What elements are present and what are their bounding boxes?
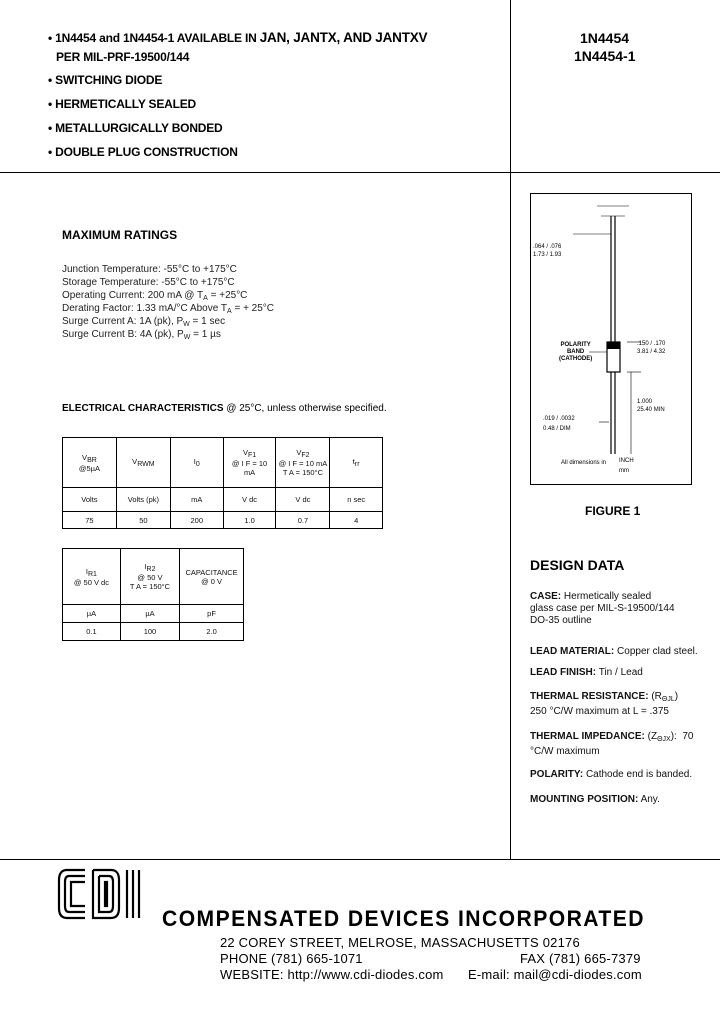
- table-cell: Volts: [63, 488, 117, 512]
- table-row: [63, 605, 244, 623]
- table-cell: VF2 @ I F = 10 mA T A = 150°C: [276, 438, 330, 488]
- table-row: [63, 512, 383, 529]
- table-row: [63, 438, 383, 488]
- table-cell: VBR @5µA: [63, 438, 117, 488]
- table-cell: 100: [120, 623, 179, 641]
- surge-current-b: Surge Current B: 4A (pk), $P_W = 1$ µs: [62, 329, 221, 341]
- table-cell: 0.7: [276, 512, 330, 529]
- table-cell: IR2 @ 50 V T A = 150°C: [120, 549, 179, 605]
- dimensions-note-units: INCH mm: [619, 458, 634, 474]
- table-cell: n sec: [330, 488, 383, 512]
- table-cell: µA: [120, 605, 179, 623]
- figure-caption: FIGURE 1: [585, 504, 641, 518]
- operating-current: Operating Current: 200 mA @ $T_A = +25^\circ C$: [62, 290, 248, 302]
- polarity-band-label: POLARITY BAND (CATHODE): [559, 342, 593, 362]
- dim-lead-label: .064 / .076 1.73 / 1.93: [533, 244, 562, 258]
- feature-availability: • 1N4454 and 1N4454-1 AVAILABLE IN JAN, JANTX, AND JANTXV: [48, 30, 428, 45]
- company-name: COMPENSATED DEVICES INCORPORATED: [162, 906, 645, 931]
- table-cell: IR1 @ 50 V dc: [63, 549, 121, 605]
- table-cell: VRWM: [116, 438, 170, 488]
- cathode-band: [607, 342, 620, 349]
- table-cell: mA: [170, 488, 223, 512]
- design-data-title: DESIGN DATA: [530, 557, 625, 573]
- table-cell: V dc: [223, 488, 276, 512]
- table-cell: 200: [170, 512, 223, 529]
- surge-current-a: Surge Current A: 1A (pk), $P_W = 1$ sec: [62, 316, 226, 328]
- cdi-logo: [55, 864, 155, 924]
- table-row: [63, 488, 383, 512]
- table-cell: 50: [116, 512, 170, 529]
- table-cell: CAPACITANCE @ 0 V: [180, 549, 244, 605]
- lead-material-spec: LEAD MATERIAL: Copper clad steel.: [530, 646, 698, 657]
- table-cell: Volts (pk): [116, 488, 170, 512]
- table-cell: 1.0: [223, 512, 276, 529]
- table-cell: V dc: [276, 488, 330, 512]
- table-cell: 2.0: [180, 623, 244, 641]
- table-cell: I0: [170, 438, 223, 488]
- table-cell: 75: [63, 512, 117, 529]
- table-cell: 4: [330, 512, 383, 529]
- table-row: [63, 623, 244, 641]
- company-fax: FAX (781) 665-7379: [520, 951, 641, 966]
- bottom-divider: [0, 859, 720, 860]
- electrical-title: ELECTRICAL CHARACTERISTICS @ 25°C, unless otherwise specified.: [62, 403, 387, 414]
- company-email[interactable]: E-mail: mail@cdi-diodes.com: [468, 967, 642, 982]
- part-number-1: 1N4454: [580, 30, 630, 46]
- derating-factor: Derating Factor: 1.33 mA/°C Above $T_A$ = + 25°C: [62, 303, 275, 315]
- column-divider: [510, 0, 511, 860]
- dimensions-note: All dimensions in: [561, 460, 607, 466]
- figure-1-drawing: [530, 193, 692, 485]
- dim-length-label: 1.000 25.40 MIN: [637, 399, 665, 413]
- company-website[interactable]: WEBSITE: http://www.cdi-diodes.com: [220, 967, 444, 982]
- storage-temp: Storage Temperature: -55°C to +175°C: [62, 277, 235, 288]
- table-cell: trr: [330, 438, 383, 488]
- mounting-spec: MOUNTING POSITION: Any.: [530, 794, 660, 805]
- dim-body-label: .150 / .170 3.81 / 4.32: [637, 341, 666, 355]
- feature-spec: PER MIL-PRF-19500/144: [56, 50, 190, 64]
- table-cell: 0.1: [63, 623, 121, 641]
- package-outline-svg: [531, 194, 691, 484]
- dim-diameter-label: .019 / .0032 0.48 / DIM: [543, 416, 575, 432]
- table-cell: VF1 @ I F = 10 mA: [223, 438, 276, 488]
- thermal-resistance-spec: THERMAL RESISTANCE: $(R_{\Theta JL})$ 250 °C/W maximum at L = .375: [530, 691, 679, 717]
- feature-hermetic: • HERMETICALLY SEALED: [48, 97, 197, 111]
- thermal-impedance-spec: THERMAL IMPEDANCE: $(Z_{\Theta JX})$: 70 °C/W maximum: [530, 731, 694, 757]
- electrical-table-2: [62, 548, 244, 641]
- feature-double-plug: • DOUBLE PLUG CONSTRUCTION: [48, 145, 238, 159]
- part-number-2: 1N4454-1: [574, 48, 636, 64]
- feature-bonded: • METALLURGICALLY BONDED: [48, 121, 223, 135]
- table-cell: µA: [63, 605, 121, 623]
- top-divider: [0, 172, 720, 173]
- table-row: [63, 549, 244, 605]
- electrical-table-1: [62, 437, 383, 529]
- company-phone: PHONE (781) 665-1071: [220, 951, 363, 966]
- feature-switching: • SWITCHING DIODE: [48, 73, 163, 87]
- case-spec: CASE: Hermetically sealed glass case per MIL-S-19500/144 DO-35 outline: [530, 591, 675, 626]
- cdi-logo-svg: [55, 864, 155, 924]
- company-address: 22 COREY STREET, MELROSE, MASSACHUSETTS 02176: [220, 935, 580, 950]
- lead-finish-spec: LEAD FINISH: Tin / Lead: [530, 667, 643, 678]
- polarity-spec: POLARITY: Cathode end is banded.: [530, 769, 693, 780]
- table-cell: pF: [180, 605, 244, 623]
- max-ratings-title: MAXIMUM RATINGS: [62, 228, 178, 242]
- junction-temp: Junction Temperature: -55°C to +175°C: [62, 264, 237, 275]
